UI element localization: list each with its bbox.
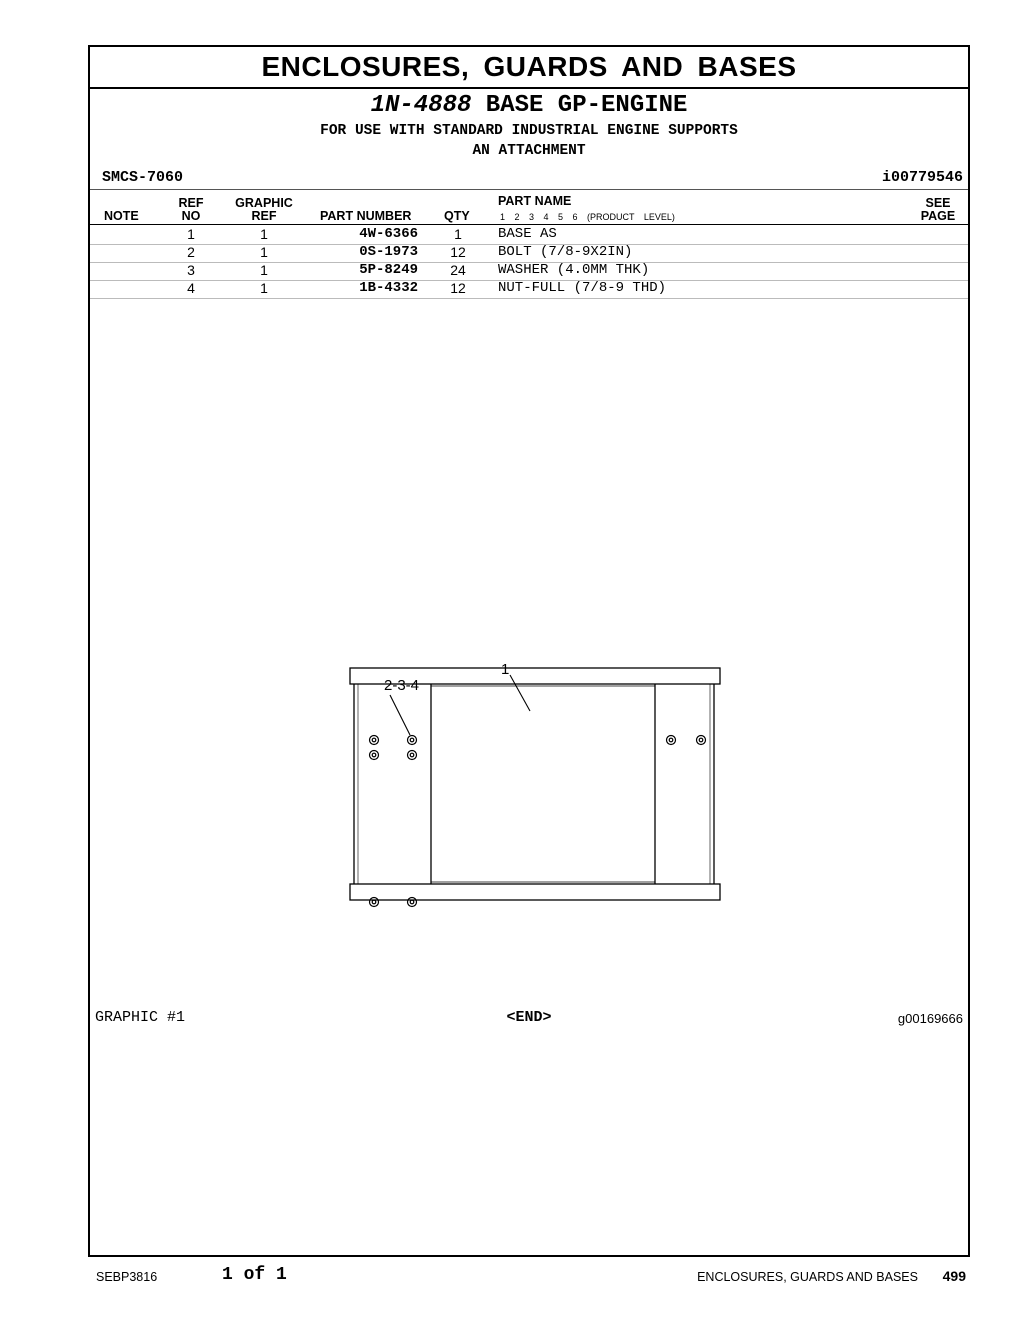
footer-page-of: 1 of 1 — [222, 1265, 287, 1285]
header-top-rule — [90, 189, 968, 190]
graphic-end-marker: <END> — [506, 1009, 552, 1026]
graphic-id: g00169666 — [897, 1011, 963, 1026]
table-row — [90, 280, 968, 299]
row-graphic-ref: 1 — [260, 226, 268, 242]
footer-doc-number: SEBP3816 — [96, 1270, 158, 1284]
page-frame — [88, 45, 970, 1257]
header-qty: QTY — [444, 209, 470, 223]
row-graphic-ref: 1 — [260, 244, 268, 260]
smcs-code: SMCS-7060 — [102, 169, 184, 186]
table-row — [90, 262, 968, 281]
row-part-name: BASE AS — [498, 226, 557, 242]
table-row — [90, 226, 968, 245]
header-see-top: SEE — [925, 196, 951, 210]
leader-base — [510, 675, 530, 711]
row-ref-no: 4 — [187, 280, 195, 296]
callout-bolts: 2-3-4 — [384, 677, 420, 694]
table-row — [90, 244, 968, 263]
header-graphic-top: GRAPHIC — [235, 196, 293, 210]
row-part-number: 4W-6366 — [359, 226, 418, 242]
row-qty: 12 — [450, 244, 466, 260]
callout-base: 1 — [501, 661, 510, 678]
header-see-bottom: PAGE — [920, 209, 956, 223]
part-subtitle-attachment: AN ATTACHMENT — [472, 143, 586, 159]
header-ref-bottom: NO — [181, 209, 201, 223]
row-part-name: BOLT (7/8-9X2IN) — [498, 244, 633, 260]
header-bottom-rule — [90, 224, 968, 225]
part-name-title: BASE GP-ENGINE — [485, 92, 688, 119]
part-subtitle-usage: FOR USE WITH STANDARD INDUSTRIAL ENGINE SUPPORTS — [320, 123, 738, 139]
header-graphic-bottom: REF — [251, 209, 277, 223]
row-part-name: NUT-FULL (7/8-9 THD) — [498, 280, 667, 296]
row-graphic-ref: 1 — [260, 280, 268, 296]
bottom-rail — [350, 884, 720, 900]
section-title: ENCLOSURES, GUARDS AND BASES — [90, 47, 968, 89]
row-part-name: WASHER (4.0MM THK) — [498, 262, 650, 278]
header-part-name: PART NAME — [498, 194, 572, 208]
row-graphic-ref: 1 — [260, 262, 268, 278]
row-ref-no: 2 — [187, 244, 195, 260]
row-qty: 1 — [454, 226, 462, 242]
header-product-level: 1 2 3 4 5 6 (PRODUCT LEVEL) — [500, 212, 675, 222]
part-title — [90, 92, 968, 120]
base-drawing — [340, 612, 740, 912]
footer-section: ENCLOSURES, GUARDS AND BASES — [697, 1270, 918, 1284]
header-note: NOTE — [104, 209, 139, 223]
row-ref-no: 3 — [187, 262, 195, 278]
row-part-number: 0S-1973 — [359, 244, 418, 260]
row-qty: 24 — [450, 262, 466, 278]
footer-page-number: 499 — [942, 1268, 966, 1284]
part-number-title: 1N-4888 — [370, 92, 472, 119]
header-ref-top: REF — [178, 196, 204, 210]
document-id: i00779546 — [881, 169, 963, 186]
leader-bolts — [390, 695, 410, 735]
header-part-number: PART NUMBER — [320, 209, 412, 223]
graphic-label: GRAPHIC #1 — [95, 1009, 186, 1026]
row-qty: 12 — [450, 280, 466, 296]
row-ref-no: 1 — [187, 226, 195, 242]
row-part-number: 5P-8249 — [359, 262, 418, 278]
row-part-number: 1B-4332 — [359, 280, 418, 296]
